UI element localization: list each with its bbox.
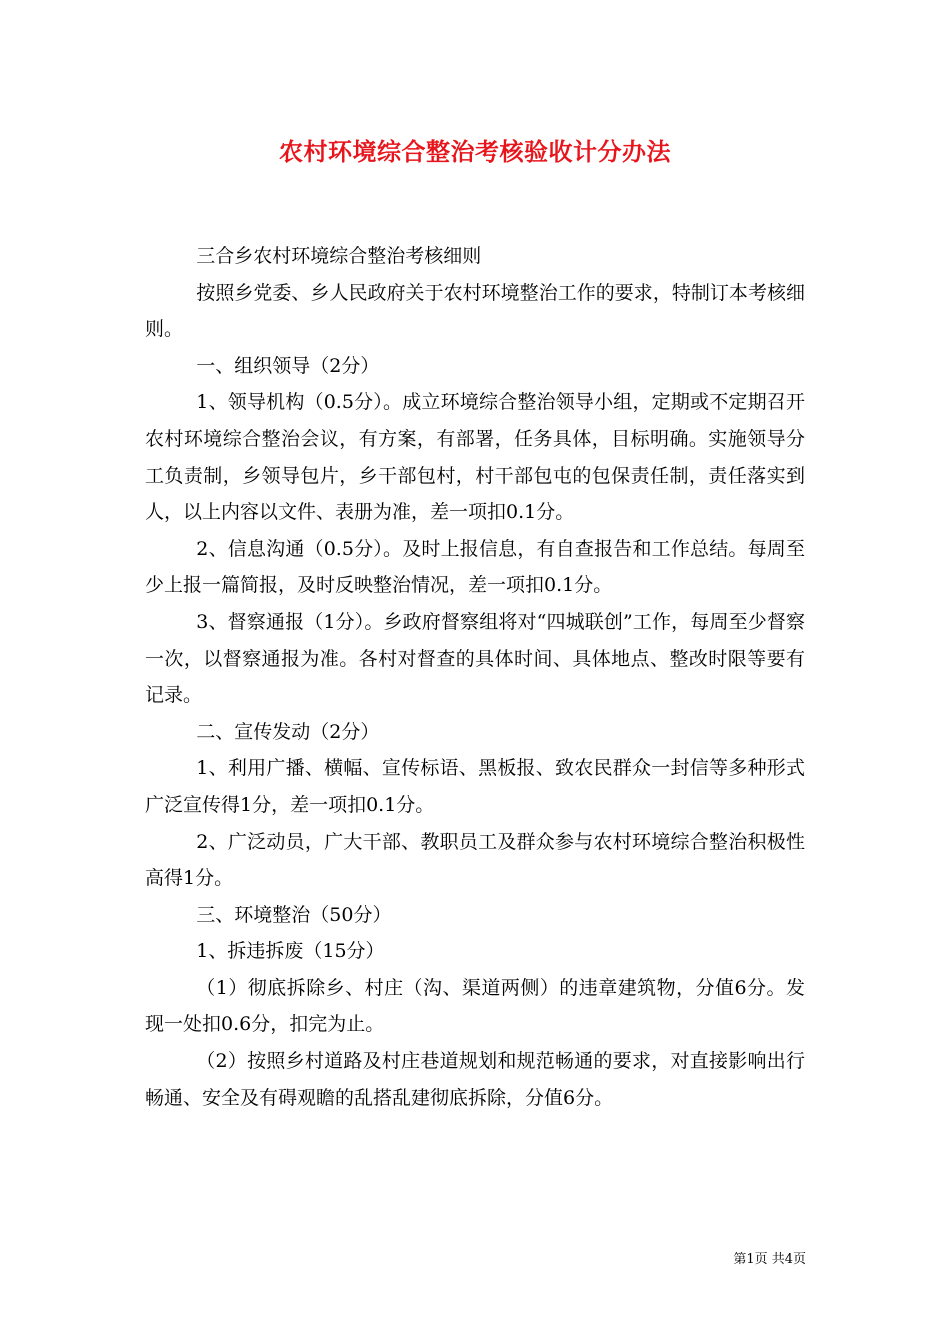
paragraph: 按照乡党委、乡人民政府关于农村环境整治工作的要求，特制订本考核细则。 bbox=[145, 281, 805, 341]
section-heading: 三、环境整治（50分） bbox=[196, 903, 392, 926]
paragraph: 2、广泛动员，广大干部、教职员工及群众参与农村环境综合整治积极性高得1分。 bbox=[145, 830, 805, 890]
page-number: 第1页 共4页 bbox=[733, 1252, 806, 1267]
paragraph: （2）按照乡村道路及村庄巷道规划和规范畅通的要求，对直接影响出行畅通、安全及有碍观瞻的乱搭乱建彻底拆除，分值6分。 bbox=[145, 1050, 805, 1109]
paragraph: 3、督察通报（1分）。乡政府督察组将对“四城联创”工作，每周至少督察一次，以督察通报为准。各村对督查的具体时间、具体地点、整改时限等要有记录。 bbox=[145, 610, 805, 707]
paragraph: （1）彻底拆除乡、村庄（沟、渠道两侧）的违章建筑物，分值6分。发现一处扣0.6分，扣完为止。 bbox=[145, 976, 805, 1036]
document-title: 农村环境综合整治考核验收计分办法 bbox=[279, 137, 671, 166]
paragraph: 1、领导机构（0.5分）。成立环境综合整治领导小组，定期或不定期召开农村环境综合整治会议，有方案，有部署，任务具体，目标明确。实施领导分工负责制，乡领导包片，乡干部包村，村干部包屯的包保责任制，责任落实到人，以上内容以文件、表册为准，差一项扣0.1分。 bbox=[145, 391, 805, 524]
section-heading: 三合乡农村环境综合整治考核细则 bbox=[196, 245, 482, 267]
paragraph: 2、信息沟通（0.5分）。及时上报信息，有自查报告和工作总结。每周至少上报一篇简报，及时反映整治情况，差一项扣0.1分。 bbox=[145, 537, 805, 597]
subsection-heading: 1、拆违拆废（15分） bbox=[196, 940, 385, 963]
paragraph: 1、利用广播、横幅、宣传标语、黑板报、致农民群众一封信等多种形式广泛宣传得1分，差一项扣0.1分。 bbox=[145, 757, 805, 816]
section-heading: 一、组织领导（2分） bbox=[196, 354, 380, 377]
section-heading: 二、宣传发动（2分） bbox=[196, 720, 380, 743]
document-body bbox=[145, 238, 805, 1116]
